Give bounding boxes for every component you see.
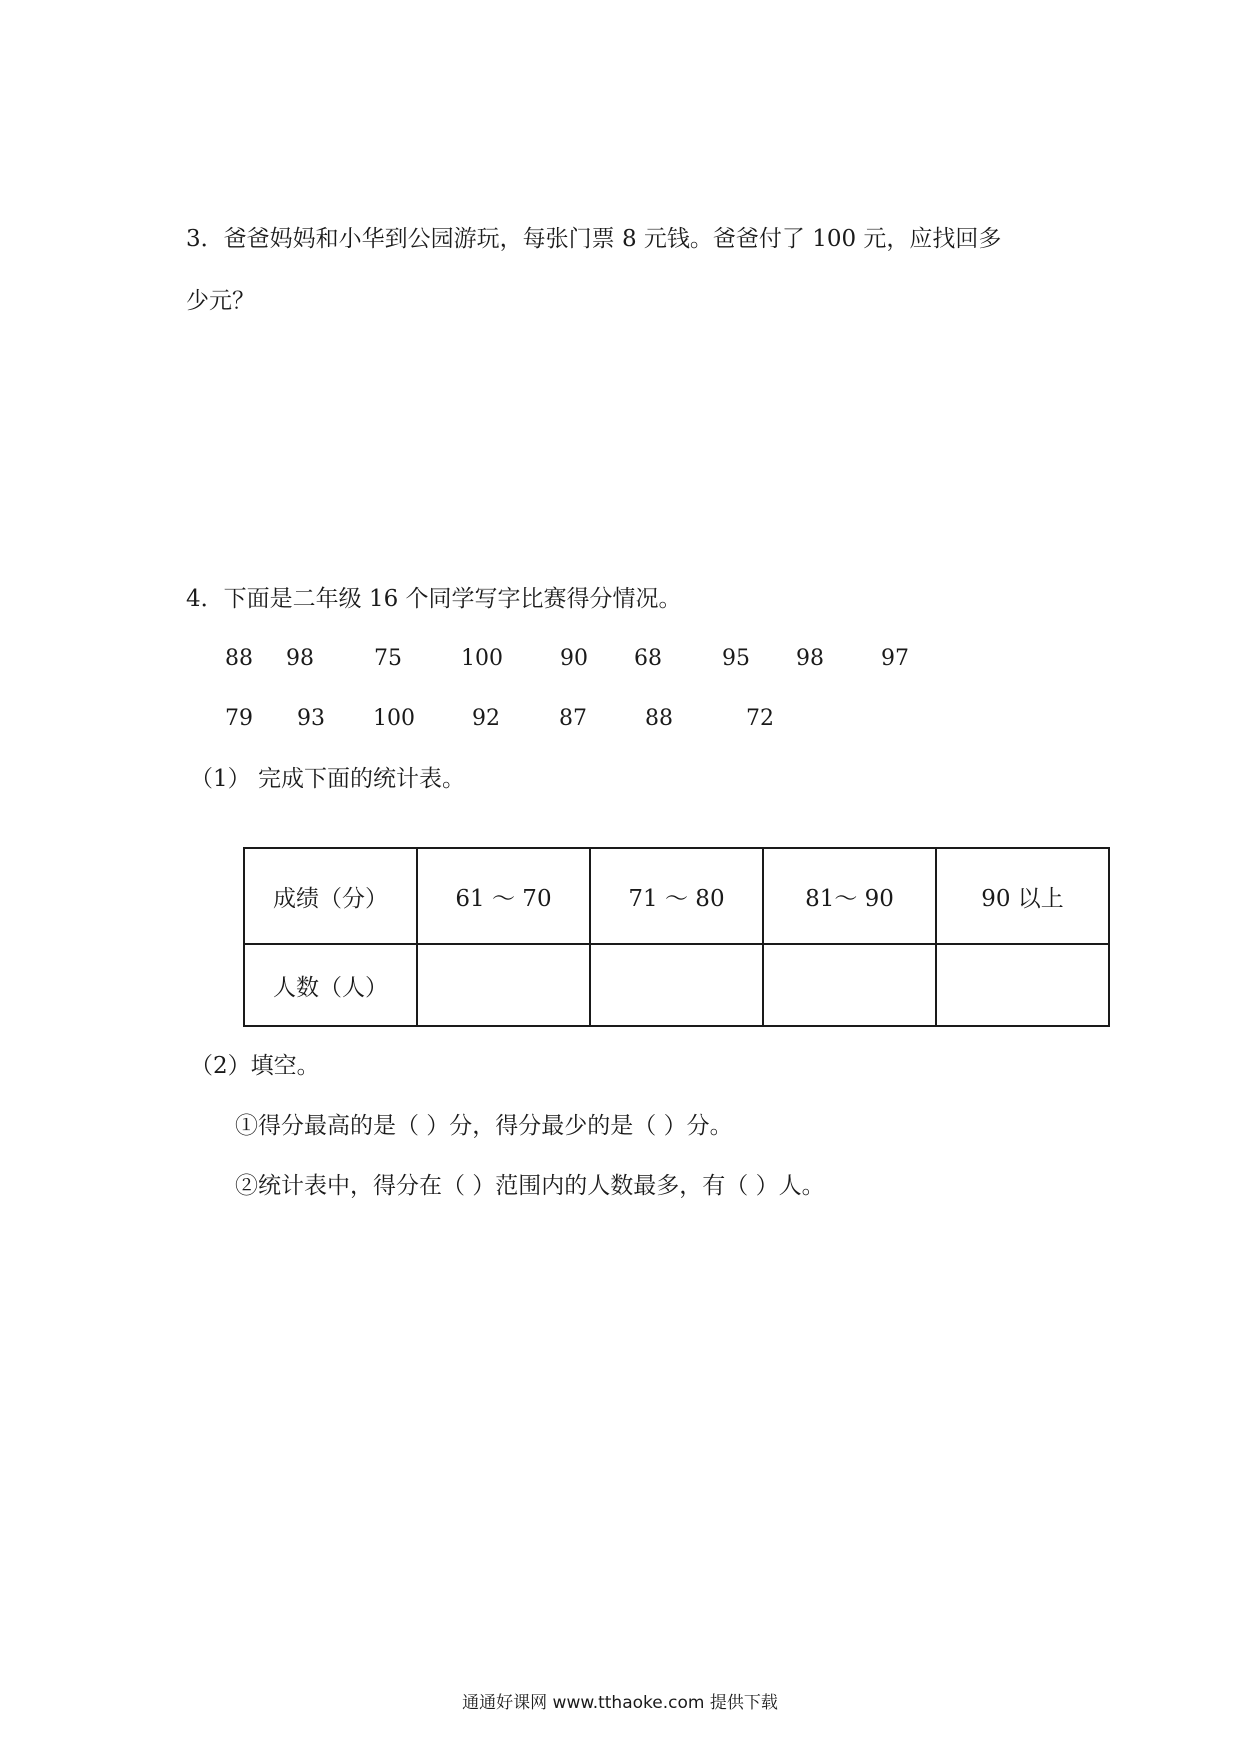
part-2-label: （2）填空。 — [190, 1053, 320, 1079]
table-cell-blank — [590, 944, 763, 1026]
question-3-line-2: 少元？ — [186, 288, 255, 314]
table-header-score: 成绩（分） — [244, 848, 417, 944]
table-cell-range: 90 以上 — [936, 848, 1109, 944]
table-cell-range: 61 ～ 70 — [417, 848, 590, 944]
question-4-intro: 4．下面是二年级 16 个同学写字比赛得分情况。 — [186, 586, 682, 612]
score-value: 100 — [461, 646, 503, 671]
score-value: 93 — [297, 706, 325, 731]
table-cell-blank — [936, 944, 1109, 1026]
part-1-label: （1） 完成下面的统计表。 — [190, 766, 465, 792]
score-value: 95 — [722, 646, 750, 671]
statistics-table — [243, 847, 1110, 1027]
score-value: 88 — [645, 706, 673, 731]
score-value: 87 — [559, 706, 587, 731]
score-value: 90 — [560, 646, 588, 671]
question-3-line-1: 3．爸爸妈妈和小华到公园游玩，每张门票 8 元钱。爸爸付了 100 元，应找回多 — [186, 226, 1002, 252]
score-value: 92 — [472, 706, 500, 731]
footer-text: 通通好课网 www.tthaoke.com 提供下载 — [462, 1693, 778, 1713]
table-row — [244, 944, 1109, 1026]
score-value: 98 — [286, 646, 314, 671]
score-value: 68 — [634, 646, 662, 671]
table-cell-blank — [763, 944, 936, 1026]
fill-blank-2: ②统计表中，得分在（ ）范围内的人数最多，有（ ）人。 — [235, 1173, 825, 1199]
score-value: 75 — [374, 646, 402, 671]
table-row — [244, 848, 1109, 944]
score-value: 97 — [881, 646, 909, 671]
score-value: 88 — [225, 646, 253, 671]
table-header-count: 人数（人） — [244, 944, 417, 1026]
table-cell-range: 71 ～ 80 — [590, 848, 763, 944]
table-cell-range: 81～ 90 — [763, 848, 936, 944]
score-value: 79 — [225, 706, 253, 731]
score-value: 72 — [746, 706, 774, 731]
score-value: 100 — [373, 706, 415, 731]
score-value: 98 — [796, 646, 824, 671]
fill-blank-1: ①得分最高的是（ ）分，得分最少的是（ ）分。 — [235, 1113, 733, 1139]
table-cell-blank — [417, 944, 590, 1026]
